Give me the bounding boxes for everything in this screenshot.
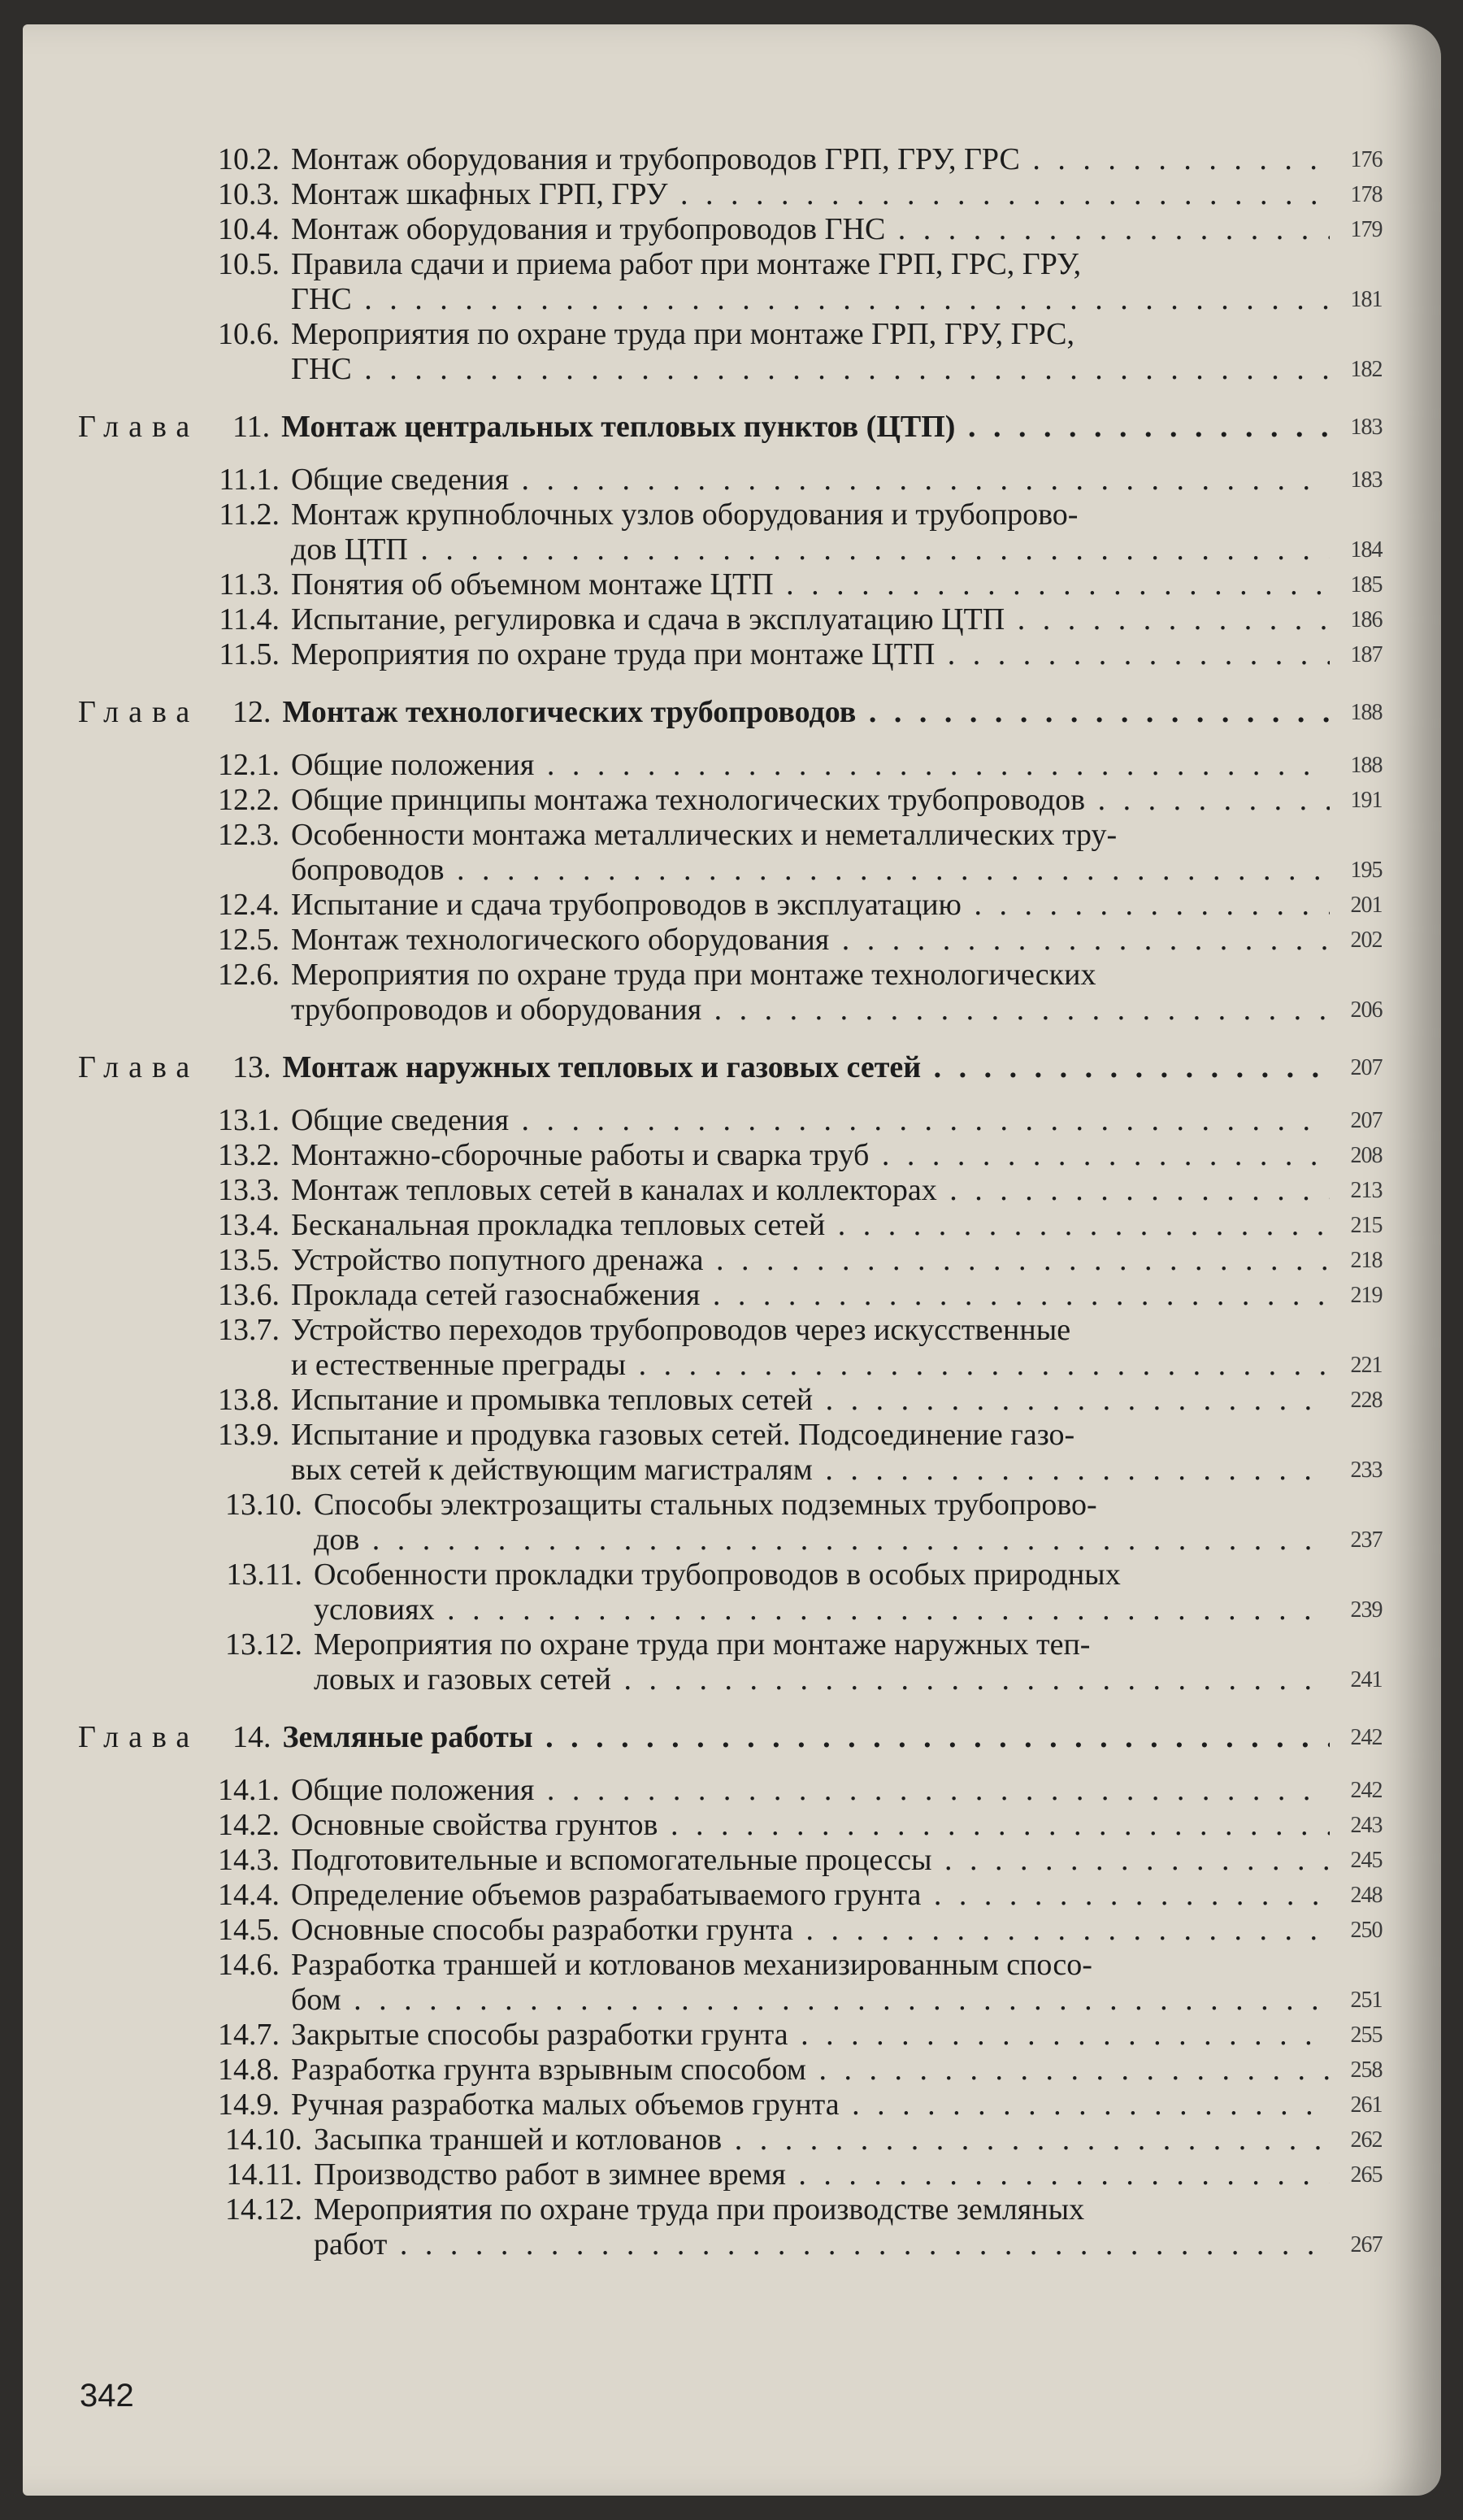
section-title-line: Правила сдачи и приема работ при монтаже ГРП, ГРС, ГРУ, xyxy=(291,247,1082,281)
section-title-line: бопроводов . . . xyxy=(291,853,1330,888)
section-number: 11.4. xyxy=(219,602,280,637)
chapter-label: Глава xyxy=(78,1050,200,1084)
page-ref: 208 xyxy=(1350,1143,1383,1168)
section-title-line: Основные свойства грунтов . . . xyxy=(291,1808,1330,1843)
chapter-number: 14. xyxy=(232,1720,271,1754)
page-ref: 184 xyxy=(1350,537,1383,563)
page-ref: 207 xyxy=(1350,1055,1383,1080)
toc-entry xyxy=(78,748,1395,783)
toc-entry xyxy=(78,247,1395,317)
page-ref: 248 xyxy=(1350,1883,1383,1908)
page-ref: 242 xyxy=(1350,1778,1383,1803)
section-title-line: условиях . . . xyxy=(314,1592,1330,1627)
section-title-line: Монтаж шкафных ГРП, ГРУ . . . xyxy=(291,177,1330,212)
section-number: 10.3. xyxy=(218,177,280,211)
page-ref: 181 xyxy=(1350,287,1383,312)
toc-entry xyxy=(78,637,1395,672)
chapter-heading xyxy=(78,695,1395,730)
section-number: 13.10. xyxy=(225,1488,302,1522)
section-title-line: Монтаж оборудования и трубопроводов ГНС . . . xyxy=(291,212,1330,247)
section-number: 12.1. xyxy=(218,748,280,782)
toc-entry xyxy=(78,2157,1395,2192)
page-ref: 191 xyxy=(1350,788,1383,813)
section-number: 13.4. xyxy=(218,1208,280,1242)
chapter-number: 12. xyxy=(232,695,271,729)
toc-entry xyxy=(78,567,1395,602)
page-ref: 228 xyxy=(1350,1388,1383,1413)
chapter-number: 13. xyxy=(232,1050,271,1084)
section-number: 14.4. xyxy=(218,1878,280,1912)
toc-entry xyxy=(78,2053,1395,2088)
section-number: 14.12. xyxy=(225,2192,302,2227)
page-ref: 182 xyxy=(1350,357,1383,382)
section-number: 14.1. xyxy=(218,1773,280,1807)
toc-entry xyxy=(78,212,1395,247)
section-number: 14.8. xyxy=(218,2053,280,2087)
section-number: 12.5. xyxy=(218,923,280,957)
section-title-line: Монтаж крупноблочных узлов оборудования и трубопрово- xyxy=(291,497,1079,532)
page-ref: 188 xyxy=(1350,753,1383,778)
section-title-line: ГНС . . . xyxy=(291,352,1330,387)
section-title-line: Понятия об объемном монтаже ЦТП . . . xyxy=(291,567,1330,602)
section-title-line: Общие сведения . . . xyxy=(291,463,1330,497)
section-title-line: Устройство попутного дренажа . . . xyxy=(291,1243,1330,1278)
page-ref: 185 xyxy=(1350,572,1383,597)
table-of-contents xyxy=(78,142,1395,2262)
chapter-title: Монтаж технологических трубопроводов . . . xyxy=(283,695,1331,730)
section-title-line: Основные способы разработки грунта . . . xyxy=(291,1913,1330,1948)
page-ref: 195 xyxy=(1350,858,1383,883)
section-number: 14.10. xyxy=(225,2122,302,2157)
page-ref: 237 xyxy=(1350,1527,1383,1553)
section-number: 14.2. xyxy=(218,1808,280,1842)
chapter-heading xyxy=(78,1720,1395,1755)
toc-entry xyxy=(78,142,1395,177)
section-title-line: Мероприятия по охране труда при монтаже наружных теп- xyxy=(314,1627,1091,1662)
toc-entry xyxy=(78,463,1395,497)
toc-entry xyxy=(78,1103,1395,1138)
section-title-line: ловых и газовых сетей . . . xyxy=(314,1662,1330,1697)
toc-entry xyxy=(78,1278,1395,1313)
section-number: 14.3. xyxy=(218,1843,280,1877)
toc-entry xyxy=(78,1243,1395,1278)
section-number: 13.5. xyxy=(218,1243,280,1277)
section-title-line: Испытание и продувка газовых сетей. Подсоединение газо- xyxy=(291,1418,1075,1452)
section-number: 11.2. xyxy=(219,497,280,532)
section-title-line: Мероприятия по охране труда при производстве земляных xyxy=(314,2192,1085,2227)
page-ref: 265 xyxy=(1350,2162,1383,2188)
chapter-title: Земляные работы . . . xyxy=(283,1720,1331,1755)
section-title-line: Испытание и сдача трубопроводов в эксплуатацию . . . xyxy=(291,888,1330,923)
toc-entry xyxy=(78,1773,1395,1808)
section-title-line: дов ЦТП . . . xyxy=(291,532,1330,567)
page-ref: 219 xyxy=(1350,1283,1383,1308)
toc-entry xyxy=(78,923,1395,958)
chapter-title: Монтаж центральных тепловых пунктов (ЦТП) . . . xyxy=(281,410,1330,445)
page-ref: 187 xyxy=(1350,642,1383,667)
section-title-line: Испытание и промывка тепловых сетей . . . xyxy=(291,1383,1330,1418)
section-title-line: Определение объемов разрабатываемого грунта . . . xyxy=(291,1878,1330,1913)
section-number: 11.1. xyxy=(219,463,280,497)
section-number: 14.5. xyxy=(218,1913,280,1947)
book-page xyxy=(23,24,1441,2496)
toc-entry xyxy=(78,2018,1395,2053)
page-ref: 267 xyxy=(1350,2232,1383,2257)
section-title-line: Общие положения . . . xyxy=(291,1773,1330,1808)
page-ref: 261 xyxy=(1350,2092,1383,2118)
toc-entry xyxy=(78,1173,1395,1208)
section-number: 14.7. xyxy=(218,2018,280,2052)
page-ref: 188 xyxy=(1350,700,1383,725)
section-title-line: Общие положения . . . xyxy=(291,748,1330,783)
toc-entry xyxy=(78,783,1395,818)
toc-entry xyxy=(78,177,1395,212)
page-ref: 243 xyxy=(1350,1813,1383,1838)
page-ref: 251 xyxy=(1350,1988,1383,2013)
section-title-line: Монтажно-сборочные работы и сварка труб . . . xyxy=(291,1138,1330,1173)
section-title-line: Бесканальная прокладка тепловых сетей . . . xyxy=(291,1208,1330,1243)
page-ref: 245 xyxy=(1350,1848,1383,1873)
toc-entry xyxy=(78,958,1395,1028)
section-number: 13.8. xyxy=(218,1383,280,1417)
section-title-line: Особенности прокладки трубопроводов в особых природных xyxy=(314,1558,1121,1592)
section-title-line: Производство работ в зимнее время . . . xyxy=(314,2157,1330,2192)
chapter-heading xyxy=(78,1050,1395,1085)
section-title-line: и естественные преграды . . . xyxy=(291,1348,1330,1383)
page-ref: 176 xyxy=(1350,147,1383,172)
page-ref: 179 xyxy=(1350,217,1383,242)
section-number: 10.5. xyxy=(218,247,280,281)
section-title-line: Разработка траншей и котлованов механизированным спосо- xyxy=(291,1948,1092,1982)
page-ref: 255 xyxy=(1350,2023,1383,2048)
section-title-line: Ручная разработка малых объемов грунта . . . xyxy=(291,2088,1330,2122)
section-title-line: трубопроводов и оборудования . . . xyxy=(291,993,1330,1028)
toc-entry xyxy=(78,2192,1395,2262)
toc-entry xyxy=(78,888,1395,923)
section-title-line: Засыпка траншей и котлованов . . . xyxy=(314,2122,1330,2157)
section-title-line: дов . . . xyxy=(314,1523,1330,1558)
section-title-line: Разработка грунта взрывным способом . . . xyxy=(291,2053,1330,2088)
section-title-line: Мероприятия по охране труда при монтаже ГРП, ГРУ, ГРС, xyxy=(291,317,1074,351)
toc-entry xyxy=(78,1878,1395,1913)
section-title-line: Общие принципы монтажа технологических трубопроводов . . . xyxy=(291,783,1330,818)
page-ref: 221 xyxy=(1350,1353,1383,1378)
section-number: 12.2. xyxy=(218,783,280,817)
section-number: 13.6. xyxy=(218,1278,280,1312)
page-ref: 202 xyxy=(1350,928,1383,953)
page-ref: 242 xyxy=(1350,1725,1383,1750)
section-number: 12.3. xyxy=(218,818,280,852)
section-title-line: ГНС . . . xyxy=(291,282,1330,317)
page-ref: 207 xyxy=(1350,1108,1383,1133)
section-number: 10.4. xyxy=(218,212,280,246)
toc-entry xyxy=(78,818,1395,888)
page-ref: 206 xyxy=(1350,997,1383,1023)
section-number: 12.6. xyxy=(218,958,280,992)
section-title-line: бом . . . xyxy=(291,1983,1330,2018)
toc-entry xyxy=(78,2122,1395,2157)
chapter-label: Глава xyxy=(78,410,200,444)
section-number: 12.4. xyxy=(218,888,280,922)
section-number: 13.11. xyxy=(226,1558,302,1592)
section-title-line: Проклада сетей газоснабжения . . . xyxy=(291,1278,1330,1313)
toc-entry xyxy=(78,1627,1395,1697)
page-ref: 250 xyxy=(1350,1918,1383,1943)
toc-entry xyxy=(78,1488,1395,1558)
toc-entry xyxy=(78,497,1395,567)
section-number: 14.9. xyxy=(218,2088,280,2122)
section-number: 13.1. xyxy=(218,1103,280,1137)
page-ref: 178 xyxy=(1350,182,1383,207)
section-number: 13.9. xyxy=(218,1418,280,1452)
toc-entry xyxy=(78,1948,1395,2018)
page-ref: 241 xyxy=(1350,1667,1383,1692)
page-ref: 201 xyxy=(1350,893,1383,918)
chapter-label: Глава xyxy=(78,695,200,729)
toc-entry xyxy=(78,317,1395,387)
section-title-line: Монтаж тепловых сетей в каналах и коллекторах . . . xyxy=(291,1173,1330,1208)
section-number: 10.6. xyxy=(218,317,280,351)
chapter-number: 11. xyxy=(232,410,271,444)
chapter-heading xyxy=(78,410,1395,445)
section-number: 13.2. xyxy=(218,1138,280,1172)
page-ref: 213 xyxy=(1350,1178,1383,1203)
page-ref: 215 xyxy=(1350,1213,1383,1238)
chapter-label: Глава xyxy=(78,1720,200,1754)
section-number: 13.12. xyxy=(225,1627,302,1662)
toc-entry xyxy=(78,1138,1395,1173)
toc-entry xyxy=(78,1808,1395,1843)
chapter-title: Монтаж наружных тепловых и газовых сетей . . . xyxy=(283,1050,1331,1085)
section-title-line: работ . . . xyxy=(314,2227,1330,2262)
section-title-line: Способы электрозащиты стальных подземных трубопрово- xyxy=(314,1488,1097,1522)
section-number: 10.2. xyxy=(218,142,280,176)
section-title-line: вых сетей к действующим магистралям . . . xyxy=(291,1453,1330,1488)
section-title-line: Особенности монтажа металлических и неметаллических тру- xyxy=(291,818,1118,852)
section-title-line: Монтаж технологического оборудования . . . xyxy=(291,923,1330,958)
toc-entry xyxy=(78,1208,1395,1243)
section-title-line: Общие сведения . . . xyxy=(291,1103,1330,1138)
toc-entry xyxy=(78,1418,1395,1488)
page-ref: 218 xyxy=(1350,1248,1383,1273)
toc-entry xyxy=(78,2088,1395,2122)
section-title-line: Монтаж оборудования и трубопроводов ГРП, ГРУ, ГРС . . . xyxy=(291,142,1330,177)
section-number: 11.5. xyxy=(219,637,280,671)
section-title-line: Подготовительные и вспомогательные процессы . . . xyxy=(291,1843,1330,1878)
page-ref: 258 xyxy=(1350,2057,1383,2083)
section-number: 14.11. xyxy=(226,2157,302,2192)
section-title-line: Мероприятия по охране труда при монтаже технологических xyxy=(291,958,1096,992)
page-ref: 239 xyxy=(1350,1597,1383,1623)
page-ref: 186 xyxy=(1350,607,1383,632)
page-ref: 183 xyxy=(1350,467,1383,493)
section-title-line: Мероприятия по охране труда при монтаже ЦТП . . . xyxy=(291,637,1330,672)
toc-entry xyxy=(78,1383,1395,1418)
section-number: 13.7. xyxy=(218,1313,280,1347)
page-ref: 183 xyxy=(1350,415,1383,440)
toc-entry xyxy=(78,1558,1395,1627)
toc-entry xyxy=(78,1913,1395,1948)
section-number: 14.6. xyxy=(218,1948,280,1982)
section-number: 11.3. xyxy=(219,567,280,602)
toc-entry xyxy=(78,1313,1395,1383)
page-ref: 233 xyxy=(1350,1458,1383,1483)
toc-entry xyxy=(78,602,1395,637)
section-title-line: Испытание, регулировка и сдача в эксплуатацию ЦТП . . . xyxy=(291,602,1330,637)
section-title-line: Закрытые способы разработки грунта . . . xyxy=(291,2018,1330,2053)
section-number: 13.3. xyxy=(218,1173,280,1207)
page-ref: 262 xyxy=(1350,2127,1383,2153)
toc-entry xyxy=(78,1843,1395,1878)
page-number: 342 xyxy=(80,2378,134,2414)
section-title-line: Устройство переходов трубопроводов через искусственные xyxy=(291,1313,1071,1347)
